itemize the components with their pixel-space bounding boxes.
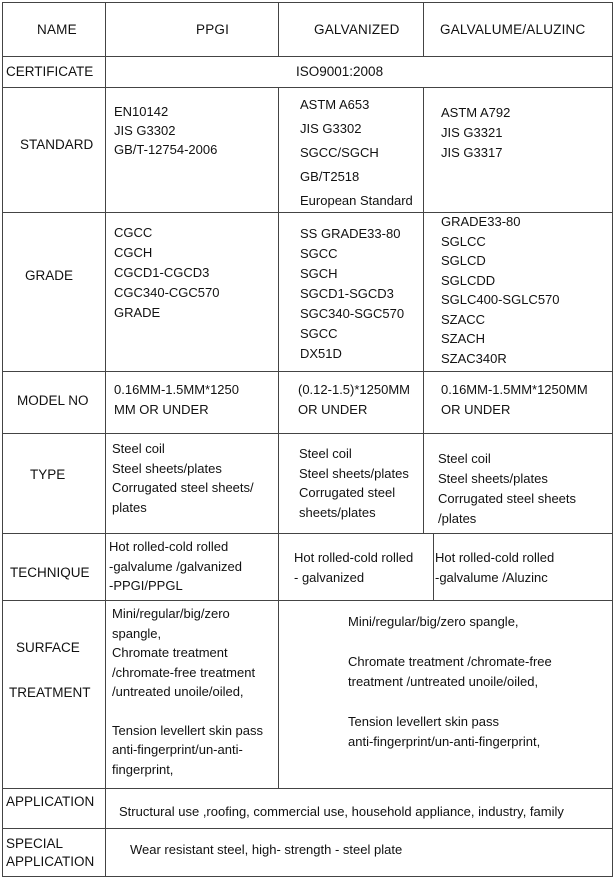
cell-line: anti-fingerprint/un-anti- — [112, 742, 243, 757]
cell-line: 0.16MM-1.5MM*1250MM — [441, 382, 588, 397]
cell-line: SGLCD — [441, 253, 486, 268]
cell-line: SGC340-SGC570 — [300, 306, 405, 321]
cell-line: GRADE33-80 — [441, 214, 521, 229]
header-name: NAME — [37, 22, 77, 37]
row-divider — [3, 533, 612, 534]
surface-label: SURFACE — [16, 640, 80, 655]
cell-line: Mini/regular/big/zero — [112, 606, 230, 621]
cell-line: SS GRADE33-80 — [300, 226, 401, 241]
cell-line: CGCH — [114, 245, 153, 260]
grade-label: GRADE — [25, 268, 74, 283]
grade-ppgi — [114, 223, 220, 323]
row-divider — [3, 788, 612, 789]
header-galvanized: GALVANIZED — [314, 22, 400, 37]
cell-line: SZACC — [441, 311, 486, 327]
application-label: APPLICATION — [6, 794, 95, 809]
cell-line: Hot rolled-cold rolled — [294, 550, 414, 565]
cell-line: Tension levellert skin pass — [112, 722, 264, 738]
cell-line: DX51D — [300, 346, 342, 361]
type-ppgi — [112, 439, 254, 517]
cell-line: 0.16MM-1.5MM*1250 — [114, 382, 239, 397]
cell-line: CGC340-CGC570 — [114, 285, 220, 300]
cell-line: Corrugated steel sheets/ — [112, 480, 254, 495]
technique-label: TECHNIQUE — [10, 565, 90, 580]
row-divider — [3, 600, 612, 601]
cell-line: spangle, — [112, 625, 162, 641]
cell-line: Chromate treatment — [112, 645, 228, 660]
cell-line: CGCC — [114, 225, 153, 240]
cell-line: Corrugated steel sheets — [438, 491, 577, 506]
treatment-label: TREATMENT — [9, 685, 91, 700]
cell-line: sheets/plates — [299, 504, 376, 520]
cell-line: SGLCDD — [441, 272, 496, 288]
standard-label: STANDARD — [20, 137, 94, 152]
cell-line: Tension levellert skin pass — [348, 714, 500, 729]
technique-ppgi — [109, 537, 242, 596]
type-label: TYPE — [30, 467, 66, 482]
cell-line: SGCD1-SGCD3 — [300, 286, 394, 301]
cell-line: SZAC340R — [441, 350, 507, 366]
grade-galvanized — [300, 224, 404, 364]
cell-line: Steel coil — [438, 451, 491, 466]
cell-line: /chromate-free treatment — [112, 664, 256, 680]
cell-line: JIS G3302 — [300, 121, 362, 136]
application-value: Structural use ,roofing, commercial use, household appliance, industry, family — [119, 804, 564, 819]
cell-line: -galvalume /galvanized — [109, 558, 242, 574]
cell-line: - galvanized — [294, 570, 365, 585]
cell-line: Chromate treatment /chromate-free — [348, 654, 552, 669]
column-divider — [278, 87, 279, 788]
column-divider — [105, 3, 106, 876]
model-no-label: MODEL NO — [17, 393, 89, 408]
cell-line: SZACH — [441, 331, 486, 346]
cell-line: CGCD1-CGCD3 — [114, 265, 210, 280]
standard-ppgi — [114, 102, 217, 159]
cell-line: /untreated unoile/oiled, — [112, 684, 244, 699]
cell-line: SGLCC — [441, 233, 486, 249]
standard-galvanized — [300, 93, 413, 213]
cell-line: anti-fingerprint/un-anti-fingerprint, — [348, 734, 541, 749]
header-galvalume: GALVALUME/ALUZINC — [440, 22, 586, 37]
cell-line: MM OR UNDER — [114, 402, 209, 417]
cell-line: SGCC — [300, 246, 338, 261]
cell-line: Corrugated steel — [299, 485, 396, 500]
header-ppgi: PPGI — [196, 22, 230, 37]
cell-line: OR UNDER — [298, 402, 368, 417]
cell-line: ASTM A792 — [441, 105, 511, 120]
cell-line: Steel coil — [299, 446, 352, 461]
row-divider — [3, 87, 612, 88]
cell-line: SGLC400-SGLC570 — [441, 292, 560, 307]
cell-line: Hot rolled-cold rolled — [435, 550, 555, 565]
special-application-label: APPLICATION — [6, 854, 95, 869]
grade-galvalume — [441, 212, 560, 368]
standard-galvalume — [441, 103, 510, 163]
surface-ppgi — [112, 604, 263, 779]
certificate-value: ISO9001:2008 — [296, 64, 384, 79]
cell-line: JIS G3302 — [114, 123, 176, 138]
cell-line: EN10142 — [114, 104, 169, 119]
cell-line: ASTM A653 — [300, 97, 370, 112]
cell-line: -PPGI/PPGL — [109, 578, 183, 593]
row-divider — [3, 371, 612, 372]
cell-line: JIS G3317 — [441, 145, 503, 160]
row-divider — [3, 56, 612, 57]
certificate-label: CERTIFICATE — [6, 64, 94, 79]
cell-line: Steel coil — [112, 441, 165, 456]
cell-line: SGCC/SGCH — [300, 145, 379, 160]
special-application-value: Wear resistant steel, high- strength - steel plate — [130, 842, 403, 857]
model-no-ppgi — [114, 380, 239, 420]
cell-line: European Standard — [300, 193, 413, 208]
cell-line: SGCC — [300, 326, 338, 341]
cell-line: /plates — [438, 511, 477, 526]
cell-line: Steel sheets/plates — [438, 471, 548, 486]
cell-line: treatment /untreated unoile/oiled, — [348, 674, 539, 689]
technique-galvalume — [435, 548, 554, 588]
row-divider — [3, 828, 612, 829]
special-label: SPECIAL — [6, 836, 64, 851]
cell-line: OR UNDER — [441, 402, 511, 417]
cell-line: GB/T-12754-2006 — [114, 142, 218, 157]
type-galvanized — [299, 444, 409, 522]
cell-line: Steel sheets/plates — [112, 460, 222, 476]
cell-line: Hot rolled-cold rolled — [109, 539, 229, 554]
cell-line: Steel sheets/plates — [299, 465, 409, 481]
cell-line: JIS G3321 — [441, 125, 503, 140]
type-galvalume — [438, 449, 576, 529]
row-divider — [3, 433, 612, 434]
cell-line: GRADE — [114, 305, 161, 320]
column-divider — [278, 3, 279, 56]
cell-line: fingerprint, — [112, 761, 174, 777]
cell-line: Mini/regular/big/zero spangle, — [348, 614, 519, 629]
cell-line: plates — [112, 499, 147, 515]
cell-line: SGCH — [300, 266, 338, 281]
cell-line: -galvalume /Aluzinc — [435, 570, 548, 585]
model-no-galvalume — [441, 380, 588, 420]
column-divider — [423, 87, 424, 533]
cell-line: GB/T2518 — [300, 169, 360, 184]
column-divider — [433, 533, 434, 600]
technique-galvanized — [294, 548, 413, 588]
column-divider — [423, 3, 424, 56]
cell-line: (0.12-1.5)*1250MM — [298, 382, 410, 397]
model-no-galvanized — [298, 380, 410, 420]
surface-other — [348, 612, 552, 752]
